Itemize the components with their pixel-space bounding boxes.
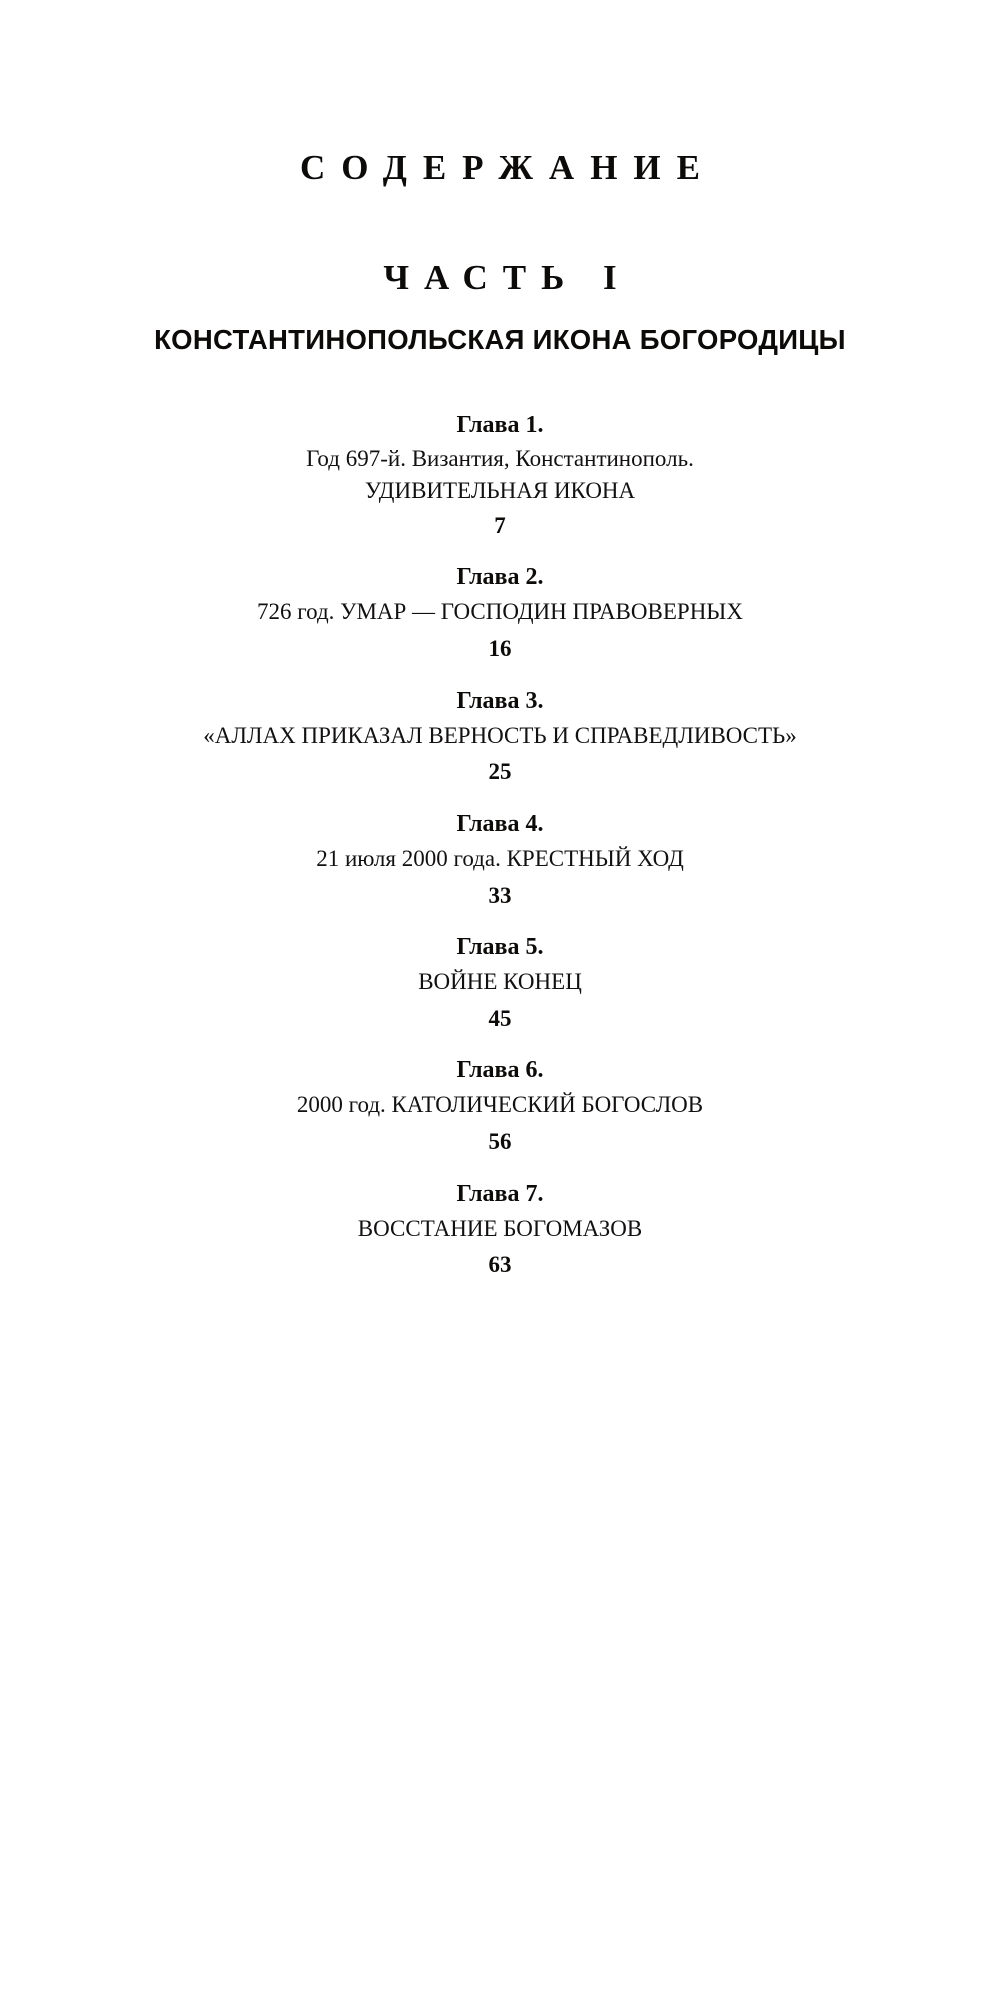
chapter-description-line-1: Год 697-й. Византия, Константинополь.	[306, 446, 694, 472]
chapter-list	[90, 408, 910, 1283]
list-item	[90, 684, 910, 790]
chapter-heading: Глава 4.	[456, 810, 544, 837]
chapter-description-line-1: «АЛЛАХ ПРИКАЗАЛ ВЕРНОСТЬ И СПРАВЕДЛИВОСТЬ»	[203, 722, 797, 748]
list-item	[90, 560, 910, 666]
chapter-description-line-1: 726 год. УМАР — ГОСПОДИН ПРАВОВЕРНЫХ	[257, 599, 743, 625]
chapter-heading: Глава 6.	[456, 1057, 544, 1084]
chapter-description-line-1: ВОЙНЕ КОНЕЦ	[418, 969, 582, 995]
part-title: ЧАСТЬ I	[383, 258, 632, 297]
chapter-page-number: 45	[488, 1005, 512, 1031]
chapter-heading: Глава 7.	[456, 1180, 544, 1207]
chapter-description-line-2: УДИВИТЕЛЬНАЯ ИКОНА	[364, 477, 636, 503]
chapter-description-line-1: ВОССТАНИЕ БОГОМАЗОВ	[357, 1215, 643, 1241]
list-item	[90, 930, 910, 1036]
chapter-page-number: 63	[488, 1252, 512, 1278]
toc-page	[0, 148, 1000, 1997]
list-item	[90, 1053, 910, 1159]
chapter-description-line-1: 21 июля 2000 года. КРЕСТНЫЙ ХОД	[316, 845, 684, 871]
chapter-heading: Глава 2.	[456, 564, 544, 591]
chapter-description-line-1: 2000 год. КАТОЛИЧЕСКИЙ БОГОСЛОВ	[296, 1092, 704, 1118]
list-item	[90, 1177, 910, 1283]
chapter-heading: Глава 1.	[456, 412, 544, 438]
list-item	[90, 807, 910, 913]
chapter-page-number: 25	[488, 759, 512, 785]
chapter-page-number: 7	[494, 512, 506, 538]
chapter-heading: Глава 5.	[456, 934, 544, 961]
part-subtitle: КОНСТАНТИНОПОЛЬСКАЯ ИКОНА БОГОРОДИЦЫ	[154, 324, 846, 355]
chapter-heading: Глава 3.	[456, 687, 544, 714]
chapter-page-number: 56	[488, 1129, 512, 1155]
chapter-page-number: 33	[488, 882, 512, 908]
chapter-page-number: 16	[488, 636, 512, 662]
list-item	[90, 408, 910, 543]
page-title: СОДЕРЖАНИЕ	[299, 148, 716, 187]
